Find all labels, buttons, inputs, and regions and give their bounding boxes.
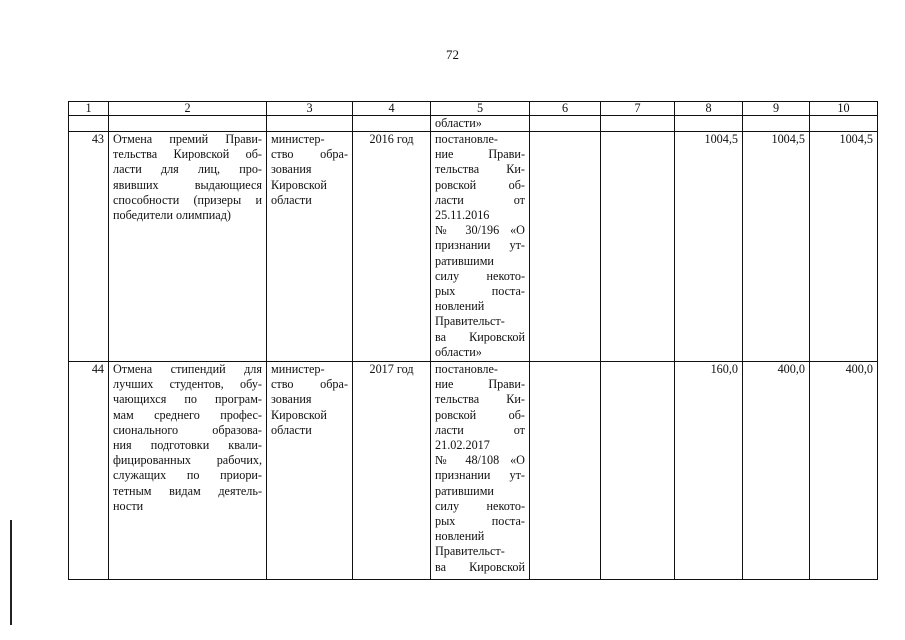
cont-cell-1	[69, 116, 109, 132]
col10-cell: 400,0	[810, 362, 878, 580]
document-line: ратившими	[435, 253, 494, 268]
document-line: № 48/108 «О	[435, 453, 525, 468]
document-line: ласти от	[435, 422, 525, 437]
header-cell-2: 2	[109, 102, 267, 116]
document-line: ва Кировской	[435, 329, 525, 344]
measure-line: Отмена стипендий для	[113, 362, 262, 376]
document-line: ва Кировской	[435, 559, 525, 574]
cont-cell-4	[353, 116, 431, 132]
col7-cell	[601, 362, 675, 580]
header-cell-6: 6	[530, 102, 601, 116]
responsible-line: министер-	[271, 362, 325, 376]
document-line: тельства Ки-	[435, 162, 525, 177]
responsible-line: зования	[271, 162, 312, 177]
document-line: ровской об-	[435, 407, 525, 422]
document-line: новлений	[435, 299, 485, 314]
document-line: 25.11.2016	[435, 208, 490, 223]
measure-line: ласти для лиц, про-	[113, 162, 262, 177]
table-row	[69, 362, 878, 580]
measure-line: мам среднего профес-	[113, 407, 262, 422]
document-line: ратившими	[435, 483, 494, 498]
year-cell: 2016 год	[353, 132, 431, 362]
responsible-line: Кировской	[271, 407, 327, 422]
document-line: тельства Ки-	[435, 392, 525, 407]
table-header-row	[69, 102, 878, 116]
document-line: признании ут-	[435, 468, 525, 483]
document-line: области»	[435, 344, 482, 359]
cont-cell-8	[675, 116, 743, 132]
document-line: силу некото-	[435, 498, 525, 513]
measure-cell	[109, 132, 267, 362]
document-cell	[431, 132, 530, 362]
document-line: ровской об-	[435, 177, 525, 192]
document-line: 21.02.2017	[435, 438, 490, 453]
header-cell-8: 8	[675, 102, 743, 116]
row-number: 44	[69, 362, 109, 580]
document-line: рых поста-	[435, 284, 525, 299]
document-line: рых поста-	[435, 514, 525, 529]
col9-cell: 400,0	[743, 362, 810, 580]
measure-line: Отмена премий Прави-	[113, 132, 262, 146]
document-line: постановле-	[435, 362, 498, 376]
measure-line: служащих по приори-	[113, 468, 262, 483]
measure-line: ности	[113, 498, 144, 513]
document-line: Правительст-	[435, 544, 505, 559]
cont-cell-2	[109, 116, 267, 132]
col8-cell: 1004,5	[675, 132, 743, 362]
responsible-line: области	[271, 192, 312, 207]
col9-cell: 1004,5	[743, 132, 810, 362]
responsible-line: ство обра-	[271, 147, 348, 162]
scan-margin-mark	[10, 520, 12, 625]
measure-line: тетным видам деятель-	[113, 483, 262, 498]
measures-table	[68, 101, 878, 580]
table-row	[69, 132, 878, 362]
cont-cell-9	[743, 116, 810, 132]
responsible-cell	[267, 132, 353, 362]
measure-line: лучших студентов, обу-	[113, 377, 262, 392]
measure-line: способности (призеры и	[113, 192, 262, 207]
col7-cell	[601, 132, 675, 362]
page-number: 72	[446, 47, 459, 62]
measure-cell	[109, 362, 267, 580]
col10-cell: 1004,5	[810, 132, 878, 362]
cont-cell-10	[810, 116, 878, 132]
responsible-line: Кировской	[271, 177, 327, 192]
col6-cell	[530, 132, 601, 362]
measure-line: ния подготовки квали-	[113, 438, 262, 453]
cont-cell-5: области»	[431, 116, 530, 132]
document-line: ние Прави-	[435, 377, 525, 392]
header-cell-4: 4	[353, 102, 431, 116]
document-line: № 30/196 «О	[435, 223, 525, 238]
measure-line: сионального образова-	[113, 422, 262, 437]
measure-line: фицированных рабочих,	[113, 453, 262, 468]
measure-line: победители олимпиад)	[113, 208, 231, 223]
document-line: новлений	[435, 529, 485, 544]
cont-cell-7	[601, 116, 675, 132]
col6-cell	[530, 362, 601, 580]
document-line: постановле-	[435, 132, 498, 146]
document-line: Правительст-	[435, 314, 505, 329]
cont-cell-3	[267, 116, 353, 132]
header-cell-7: 7	[601, 102, 675, 116]
header-cell-3: 3	[267, 102, 353, 116]
document-cell	[431, 362, 530, 580]
year-cell: 2017 год	[353, 362, 431, 580]
responsible-line: министер-	[271, 132, 325, 146]
responsible-line: зования	[271, 392, 312, 407]
measure-line: чающихся по програм-	[113, 392, 262, 407]
measure-line: тельства Кировской об-	[113, 147, 262, 162]
row-number: 43	[69, 132, 109, 362]
responsible-cell	[267, 362, 353, 580]
col8-cell: 160,0	[675, 362, 743, 580]
header-cell-10: 10	[810, 102, 878, 116]
document-line: силу некото-	[435, 268, 525, 283]
responsible-line: ство обра-	[271, 377, 348, 392]
header-cell-5: 5	[431, 102, 530, 116]
document-line: признании ут-	[435, 238, 525, 253]
header-cell-9: 9	[743, 102, 810, 116]
cont-cell-6	[530, 116, 601, 132]
document-line: ласти от	[435, 192, 525, 207]
measure-line: явивших выдающиеся	[113, 177, 262, 192]
header-cell-1: 1	[69, 102, 109, 116]
continuation-row	[69, 116, 878, 132]
document-line: ние Прави-	[435, 147, 525, 162]
responsible-line: области	[271, 422, 312, 437]
